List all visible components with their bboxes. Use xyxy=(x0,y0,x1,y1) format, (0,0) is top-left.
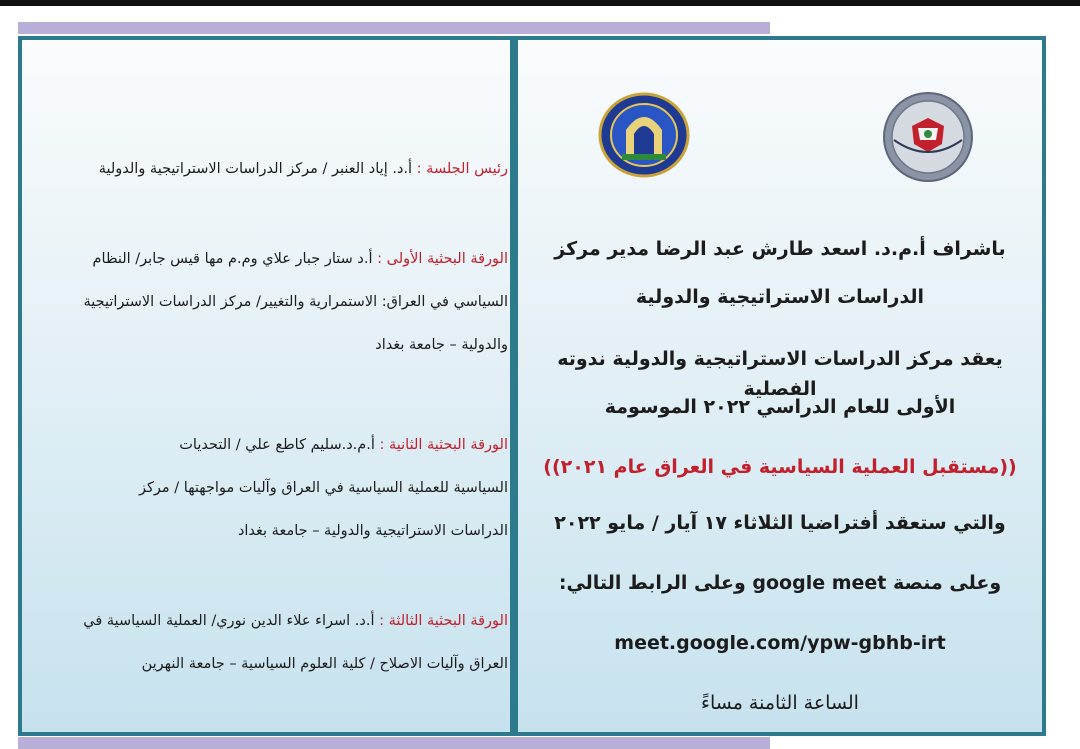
top-dark-bar xyxy=(0,0,1080,6)
paper-2-text: أ.م.د.سليم كاطع علي / التحديات السياسية للعملية السياسية في العراق وآليات مواجهتها / مركز الدراسات الاستراتيجية والدولية – جامعة بغداد xyxy=(139,437,508,539)
center-name-line: الدراسات الاستراتيجية والدولية xyxy=(635,286,925,308)
session-panel xyxy=(18,36,514,736)
paper-3 xyxy=(42,600,508,686)
supervision-line: باشراف أ.م.د. اسعد طارش عبد الرضا مدير مركز xyxy=(554,238,1006,260)
paper-2-label: الورقة البحثية الثانية : xyxy=(379,437,508,453)
seminar-title: ((مستقبل العملية السياسية في العراق عام ٢٠٢١)) xyxy=(543,456,1017,478)
decorative-band-top xyxy=(18,22,770,34)
meeting-link[interactable]: meet.google.com/ypw-gbhb-irt xyxy=(614,632,946,654)
session-chair-label: رئيس الجلسة : xyxy=(416,161,508,177)
decorative-band-bottom xyxy=(18,737,770,749)
date-line: والتي ستعقد أفتراضيا الثلاثاء ١٧ آيار / مايو ٢٠٢٢ xyxy=(554,512,1006,534)
paper-2 xyxy=(122,424,508,553)
academic-year-line: الأولى للعام الدراسي ٢٠٢٢ الموسومة xyxy=(604,396,956,418)
paper-1 xyxy=(42,238,508,367)
paper-1-text: أ.د ستار جبار علاي وم.م مها قيس جابر/ النظام السياسي في العراق: الاستمرارية والتغيير/ مركز الدراسات الاستراتيجية والدولية – جامعة بغداد xyxy=(83,251,508,353)
session-chair xyxy=(78,148,508,191)
paper-1-label: الورقة البحثية الأولى : xyxy=(377,251,508,267)
center-logo xyxy=(872,90,984,184)
ministry-logo xyxy=(596,90,692,180)
paper-3-text: أ.د. اسراء علاء الدين نوري/ العملية السياسية في العراق وآليات الاصلاح / كلية العلوم السياسية – جامعة النهرين xyxy=(83,613,508,672)
session-chair-text: أ.د. إياد العنبر / مركز الدراسات الاستراتيجية والدولية xyxy=(98,161,413,177)
paper-3-label: الورقة البحثية الثالثة : xyxy=(379,613,508,629)
organizer-line: يعقد مركز الدراسات الاستراتيجية والدولية ندوته الفصلية xyxy=(557,348,1003,400)
announcement-panel xyxy=(514,36,1046,736)
time-line: الساعة الثامنة مساءً xyxy=(701,692,859,714)
platform-line: وعلى منصة google meet وعلى الرابط التالي: xyxy=(558,572,1002,594)
